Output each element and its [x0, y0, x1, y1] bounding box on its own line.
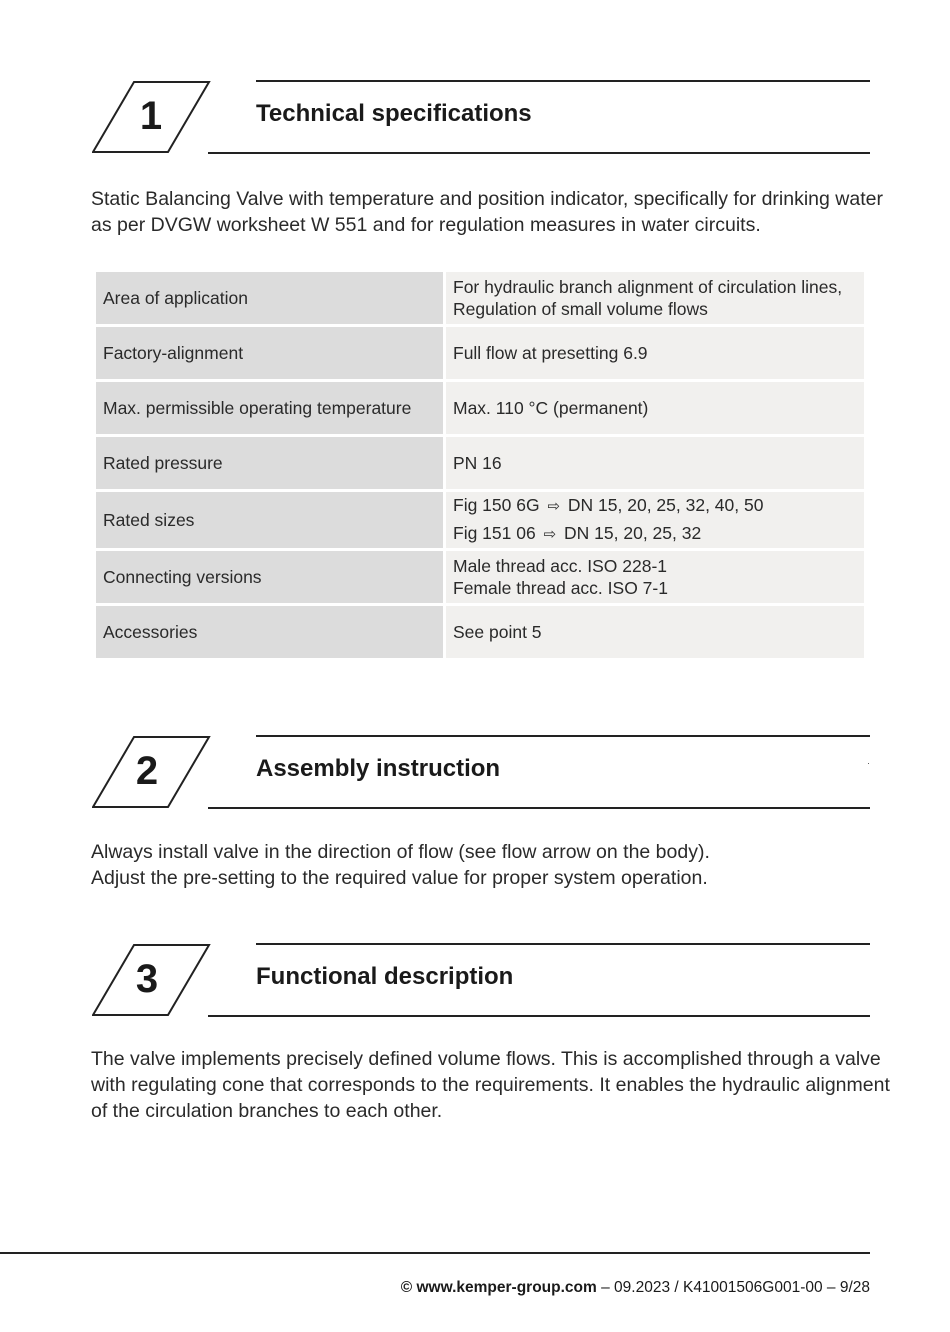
paragraph-line: Static Balancing Valve with temperature and position indicator, specifically for drinking water	[91, 188, 883, 210]
spec-value	[446, 272, 864, 324]
section-title: Functional description	[256, 963, 514, 990]
fig-label: Fig 150 6G	[453, 495, 540, 515]
spec-value-line: Regulation of small volume flows	[453, 299, 708, 319]
section-number: 2	[135, 749, 159, 793]
section-1-header	[92, 80, 870, 154]
intro-paragraph	[91, 186, 881, 238]
section-title: Technical specifications	[256, 100, 532, 127]
section-divider	[256, 80, 870, 82]
spec-label: Factory-alignment	[96, 327, 443, 379]
spec-value-line: For hydraulic branch alignment of circulation lines,	[453, 277, 843, 297]
specifications-table	[93, 269, 867, 661]
spec-value	[446, 551, 864, 603]
footer-divider	[0, 1252, 870, 1254]
spec-label: Max. permissible operating temperature	[96, 382, 443, 434]
paragraph-line: The valve implements precisely defined volume flows. This is accomplished through a valve	[91, 1048, 881, 1070]
spec-label: Area of application	[96, 272, 443, 324]
table-row	[96, 551, 864, 603]
dn-sizes: DN 15, 20, 25, 32, 40, 50	[567, 495, 764, 515]
fig-label: Fig 151 06	[453, 523, 536, 543]
section-number: 1	[139, 94, 163, 138]
section-divider	[208, 1015, 870, 1017]
section-divider	[256, 735, 870, 737]
website-link[interactable]: www.kemper-group.com	[416, 1279, 597, 1296]
page-footer	[401, 1279, 870, 1297]
arrow-right-icon: ⇨	[543, 526, 557, 543]
functional-paragraph	[91, 1046, 890, 1124]
section-number: 3	[135, 957, 159, 1001]
paragraph-line: with regulating cone that corresponds to the requirements. It enables the hydraulic alignment	[91, 1074, 890, 1096]
paragraph-line: Always install valve in the direction of flow (see flow arrow on the body).	[91, 841, 710, 863]
dn-sizes: DN 15, 20, 25, 32	[564, 523, 702, 543]
table-row	[96, 272, 864, 324]
spec-value: Max. 110 °C (permanent)	[446, 382, 864, 434]
table-row	[96, 606, 864, 658]
spec-label: Accessories	[96, 606, 443, 658]
copyright-symbol: ©	[400, 1279, 413, 1296]
section-divider	[256, 943, 870, 945]
section-divider	[208, 152, 870, 154]
spec-value-line: Female thread acc. ISO 7-1	[453, 578, 668, 598]
section-title: Assembly instruction	[256, 755, 501, 782]
footer-meta: – 09.2023 / K41001506G001-00 – 9/28	[596, 1279, 870, 1296]
assembly-paragraph	[91, 839, 881, 891]
spec-label: Rated sizes	[96, 492, 443, 548]
section-2-header	[92, 735, 870, 809]
paragraph-line: of the circulation branches to each other.	[91, 1100, 443, 1122]
section-divider	[208, 807, 870, 809]
rated-size-line	[453, 520, 857, 548]
margin-mark: ·	[867, 758, 870, 768]
section-3-header	[92, 943, 870, 1017]
spec-value: PN 16	[446, 437, 864, 489]
spec-value: Full flow at presetting 6.9	[446, 327, 864, 379]
table-row	[96, 492, 864, 548]
paragraph-line: Adjust the pre-setting to the required value for proper system operation.	[91, 867, 708, 889]
table-row	[96, 327, 864, 379]
rated-size-line	[453, 492, 857, 520]
spec-value: See point 5	[446, 606, 864, 658]
spec-label: Connecting versions	[96, 551, 443, 603]
arrow-right-icon: ⇨	[547, 498, 561, 515]
table-row	[96, 437, 864, 489]
spec-value	[446, 492, 864, 548]
table-row	[96, 382, 864, 434]
spec-value-line: Male thread acc. ISO 228-1	[453, 556, 667, 576]
paragraph-line: as per DVGW worksheet W 551 and for regulation measures in water circuits.	[91, 214, 761, 236]
spec-label: Rated pressure	[96, 437, 443, 489]
